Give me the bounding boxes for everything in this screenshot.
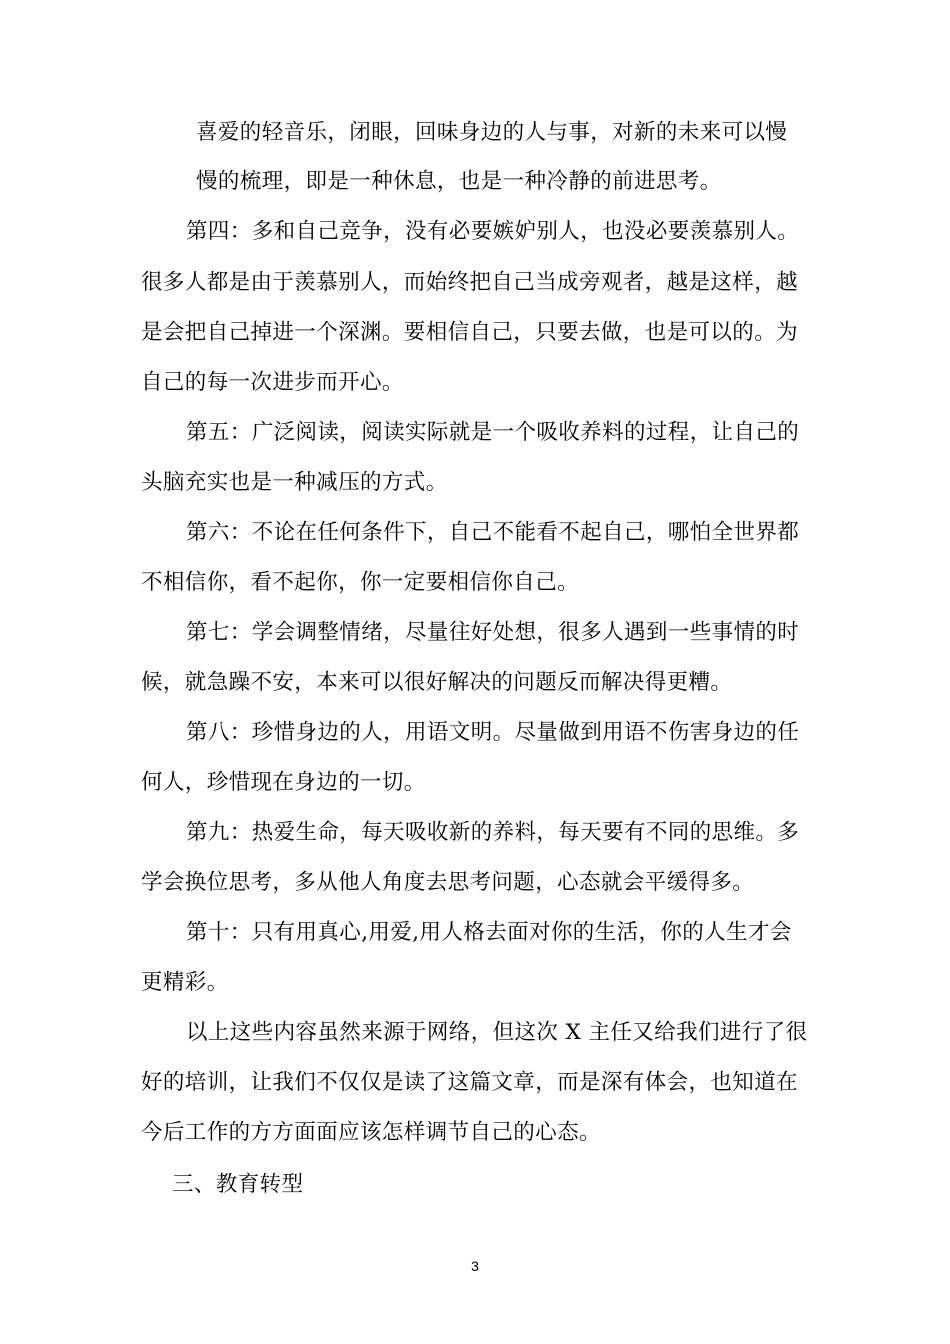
text-line: 自己的每一次进步而开心。 — [141, 370, 404, 395]
text-line: 今后工作的方方面面应该怎样调节自己的心态。 — [141, 1120, 601, 1145]
text-line: 更精彩。 — [141, 970, 229, 995]
text-line: 第八：珍惜身边的人，用语文明。尽量做到用语不伤害身边的任 — [186, 720, 800, 745]
text-line: 候，就急躁不安，本来可以很好解决的问题反而解决得更糟。 — [141, 670, 733, 695]
text-line: 是会把自己掉进一个深渊。要相信自己，只要去做，也是可以的。为 — [141, 320, 799, 345]
text-line: 头脑充实也是一种减压的方式。 — [141, 470, 448, 495]
text-line: 慢的梳理，即是一种休息，也是一种冷静的前进思考。 — [196, 169, 722, 194]
text-line: 第七：学会调整情绪，尽量往好处想，很多人遇到一些事情的时 — [186, 620, 800, 645]
text-line: 以上这些内容虽然来源于网络，但这次 X 主任又给我们进行了很 — [186, 1020, 808, 1045]
text-line: 第五：广泛阅读，阅读实际就是一个吸收养料的过程，让自己的 — [186, 420, 800, 445]
text-line: 第四：多和自己竞争，没有必要嫉妒别人，也没必要羡慕别人。 — [186, 219, 800, 244]
section-heading: 三、教育转型 — [172, 1172, 304, 1197]
text-line: 第六：不论在任何条件下，自己不能看不起自己，哪怕全世界都 — [186, 520, 800, 545]
page-number: 3 — [471, 1258, 479, 1274]
text-line: 很多人都是由于羡慕别人，而始终把自己当成旁观者，越是这样，越 — [141, 270, 799, 295]
text-line: 何人，珍惜现在身边的一切。 — [141, 770, 426, 795]
text-line: 好的培训，让我们不仅仅是读了这篇文章，而是深有体会，也知道在 — [141, 1070, 799, 1095]
text-line: 第九：热爱生命，每天吸收新的养料，每天要有不同的思维。多 — [186, 820, 800, 845]
text-line: 喜爱的轻音乐，闭眼，回味身边的人与事，对新的未来可以慢 — [196, 120, 788, 145]
text-line: 第十：只有用真心,用爱,用人格去面对你的生活，你的人生才会 — [186, 920, 792, 945]
text-line: 不相信你，看不起你，你一定要相信你自己。 — [141, 570, 580, 595]
text-line: 学会换位思考，多从他人角度去思考问题，心态就会平缓得多。 — [141, 870, 755, 895]
